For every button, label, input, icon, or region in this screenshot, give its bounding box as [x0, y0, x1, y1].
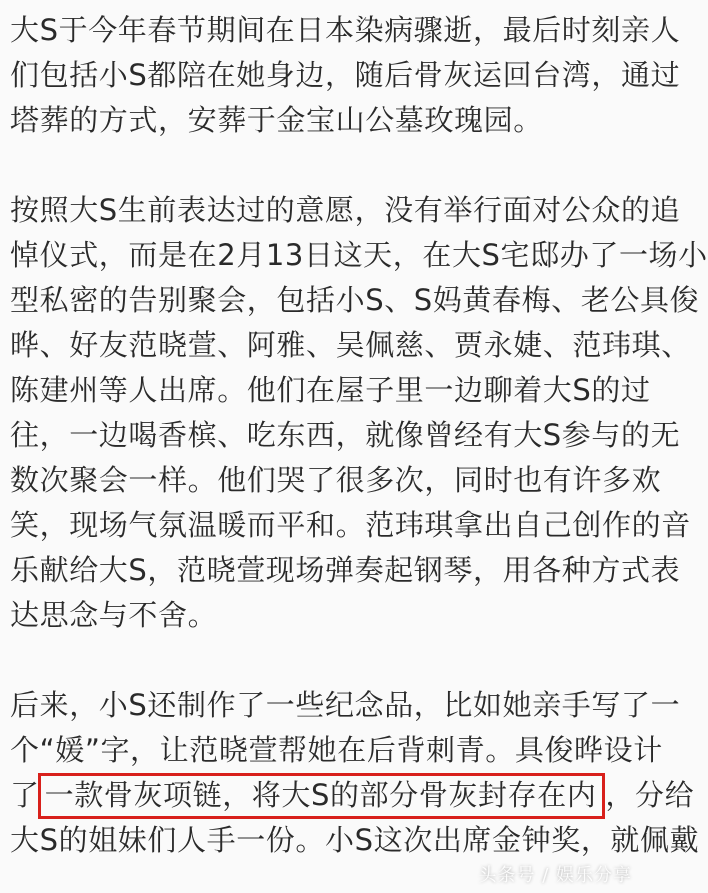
- text-line: 型私密的告别聚会，包括小S、S妈黄春梅、老公具俊: [10, 283, 700, 317]
- text-line: 陈建州等人出席。他们在屋子里一边聊着大S的过: [10, 373, 651, 407]
- paragraph-gap: [10, 638, 630, 683]
- text-line: 大S的姐妹们人手一份。小S这次出席金钟奖，就佩戴: [10, 823, 700, 857]
- text-line: 塔葬的方式，安葬于金宝山公墓玫瑰园。: [10, 103, 543, 137]
- text-line: 达思念与不舍。: [10, 598, 218, 632]
- text-line: 个“媛”字，让范晓萱帮她在后背刺青。具俊晔设计: [10, 733, 663, 767]
- paragraph-1: [10, 8, 681, 143]
- text-line: 乐献给大S，范晓萱现场弹奏起钢琴，用各种方式表: [10, 553, 681, 587]
- text-line: 后来，小S还制作了一些纪念品，比如她亲手写了一: [10, 688, 681, 722]
- article-body: [10, 8, 708, 863]
- paragraph-gap: [10, 143, 630, 188]
- text-line: 往，一边喝香槟、吃东西，就像曾经有大S参与的无: [10, 418, 681, 452]
- text-line: 数次聚会一样。他们哭了很多次，同时也有许多欢: [10, 463, 662, 497]
- text-line: 笑，现场气氛温暖而平和。范玮琪拿出自己创作的音: [10, 508, 691, 542]
- highlighted-text-line: [10, 773, 695, 818]
- text-segment: 了: [10, 778, 40, 812]
- highlight-box: 一款骨灰项链，将大S的部分骨灰封存在内: [38, 773, 606, 819]
- text-line: 按照大S生前表达过的意愿，没有举行面对公众的追: [10, 193, 681, 227]
- text-line: 们包括小S都陪在她身边，随后骨灰运回台湾，通过: [10, 58, 681, 92]
- text-line: 大S于今年春节期间在日本染病骤逝，最后时刻亲人: [10, 13, 681, 47]
- text-line: 悼仪式，而是在2月13日这天，在大S宅邸办了一场小: [10, 238, 708, 272]
- paragraph-3: [10, 683, 700, 863]
- paragraph-2: [10, 188, 708, 638]
- text-line: 晔、好友范晓萱、阿雅、吴佩慈、贾永婕、范玮琪、: [10, 328, 691, 362]
- text-segment: ，分给: [605, 778, 695, 812]
- watermark: 头条号 / 娱乐分享: [478, 865, 632, 886]
